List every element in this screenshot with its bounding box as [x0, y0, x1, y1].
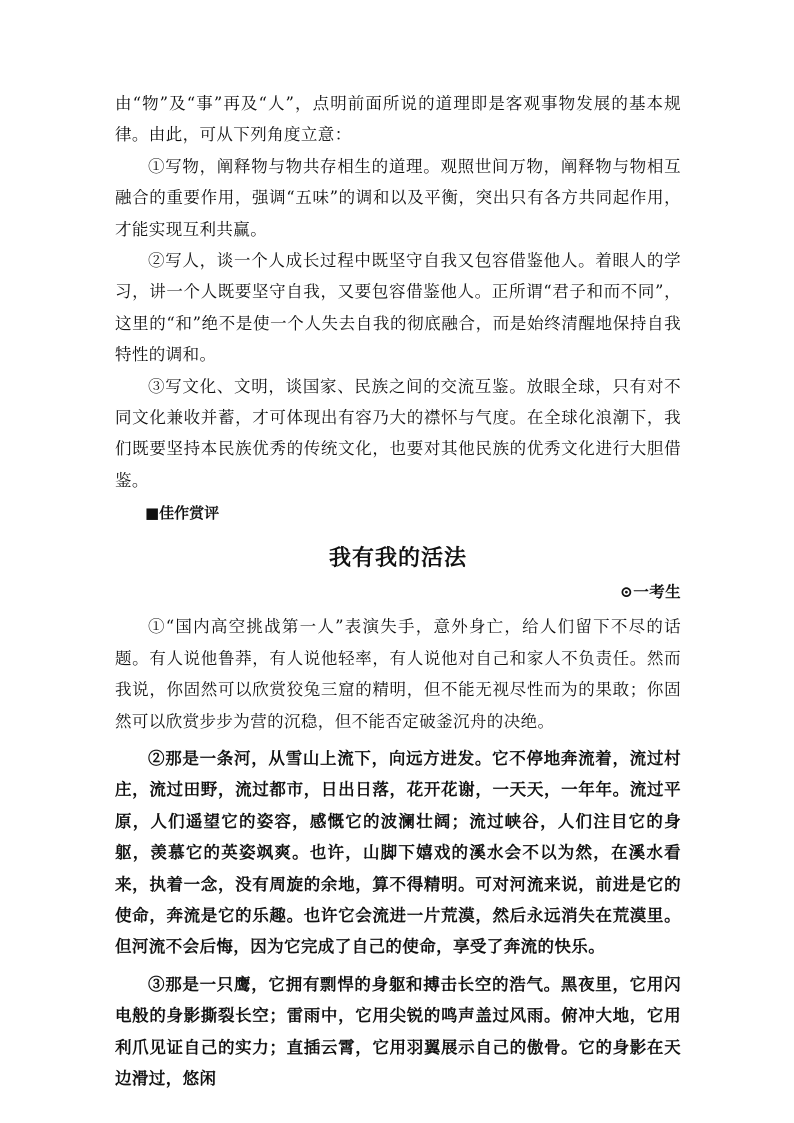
- angle-paragraph-2: ②写人，谈一个人成长过程中既坚守自我又包容借鉴他人。着眼人的学习，讲一个人既要坚守自我，又要包容借鉴他人。正所谓“君子和而不同”，这里的“和”绝不是使一个人失去自我的彻底融合，而是始终清醒地保持自我特性的调和。: [115, 251, 681, 365]
- essay-paragraph-1: ①“国内高空挑战第一人”表演失手，意外身亡，给人们留下不尽的话题。有人说他鲁莽，有人说他轻率，有人说他对自己和家人不负责任。然而我说，你固然可以欣赏狡兔三窟的精明，但不能无视尽性而为的果敢；你固然可以欣赏步步为营的沉稳，但不能否定破釜沉舟的决绝。: [115, 617, 681, 731]
- intro-paragraph: 由“物”及“事”再及“人”，点明前面所说的道理即是客观事物发展的基本规律。由此，可从下列角度立意：: [115, 94, 681, 145]
- essay-author: ⊙一考生: [619, 582, 681, 602]
- essay: [115, 543, 681, 1094]
- essay-paragraph-2: ②那是一条河，从雪山上流下，向远方进发。它不停地奔流着，流过村庄，流过田野，流过都市，日出日落，花开花谢，一天天，一年年。流过平原，人们遥望它的姿容，感慨它的波澜壮阔；流过峡谷，人们注目它的身躯，羡慕它的英姿飒爽。也许，山脚下嬉戏的溪水会不以为然，在溪水看来，执着一念，没有周旋的余地，算不得精明。可对河流来说，前进是它的使命，奔流是它的乐趣。也许它会流进一片荒漠，然后永远消失在荒漠里。但河流不会后悔，因为它完成了自己的使命，享受了奔流的快乐。: [115, 748, 681, 957]
- section-heading: ■佳作赏评: [145, 504, 220, 523]
- angle-paragraph-1: ①写物，阐释物与物共存相生的道理。观照世间万物，阐释物与物相互融合的重要作用，强调“五味”的调和以及平衡，突出只有各方共同起作用，才能实现互利共赢。: [115, 156, 681, 239]
- document-page: [115, 88, 681, 1094]
- essay-paragraph-3: ③那是一只鹰，它拥有剽悍的身躯和搏击长空的浩气。黑夜里，它用闪电般的身影撕裂长空；雷雨中，它用尖锐的鸣声盖过风雨。俯冲大地，它用利爪见证自己的实力；直插云霄，它用羽翼展示自己的傲骨。它的身影在天边滑过，悠闲: [115, 974, 681, 1088]
- essay-title: 我有我的活法: [328, 545, 467, 572]
- angle-paragraph-3: ③写文化、文明，谈国家、民族之间的交流互鉴。放眼全球，只有对不同文化兼收并蓄，才可体现出有容乃大的襟怀与气度。在全球化浪潮下，我们既要坚持本民族优秀的传统文化，也要对其他民族的优秀文化进行大胆借鉴。: [115, 376, 681, 490]
